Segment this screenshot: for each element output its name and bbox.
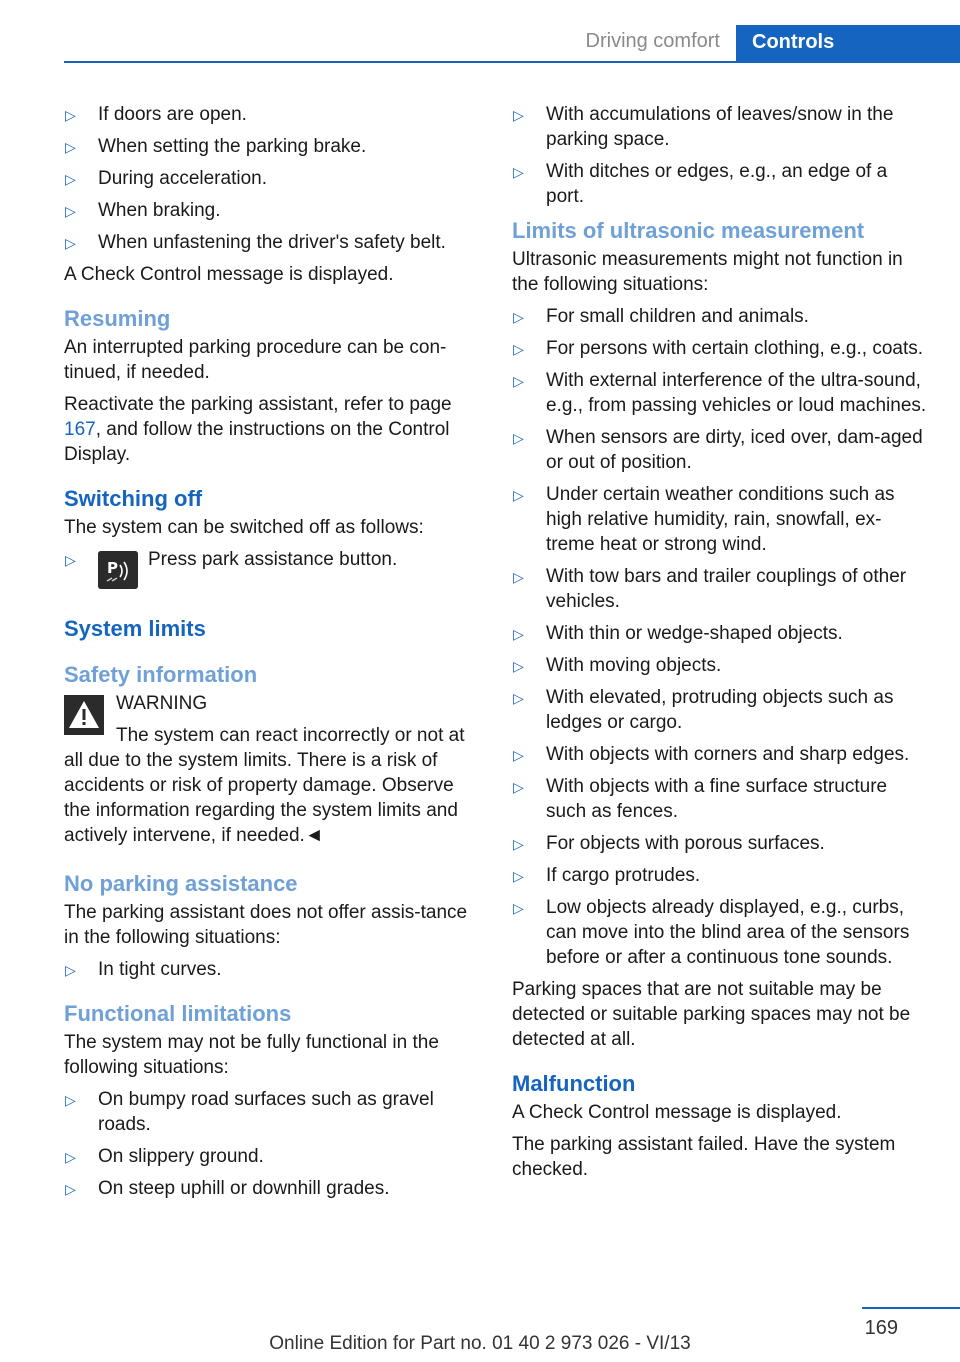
- system-limits-heading: System limits: [64, 616, 206, 641]
- bullet-triangle-icon: ▷: [513, 868, 524, 884]
- bullet-triangle-icon: ▷: [513, 373, 524, 389]
- right-top-list: [512, 102, 930, 209]
- bullet-triangle-icon: ▷: [513, 487, 524, 503]
- no-parking-assistance-heading: No parking assistance: [64, 871, 298, 896]
- ultrasonic-intro: Ultrasonic measurements might not function in the following situations:: [512, 249, 903, 295]
- bullet-triangle-icon: ▷: [65, 203, 76, 219]
- edition-footer: Online Edition for Part no. 01 40 2 973 026 - VI/13: [269, 1333, 691, 1354]
- functional-list: [64, 1087, 478, 1201]
- page-number: 169: [864, 1317, 898, 1339]
- list-item: ▷ With accumulations of leaves/snow in the parking space.: [513, 104, 894, 150]
- right-column: [512, 102, 930, 1189]
- warning-triangle-icon: [64, 695, 104, 735]
- bullet-triangle-icon: ▷: [65, 552, 76, 568]
- malfunction-text: The parking assistant failed. Have the system checked.: [512, 1134, 896, 1180]
- bullet-triangle-icon: ▷: [513, 341, 524, 357]
- list-item: ▷ With ditches or edges, e.g., an edge of a port.: [513, 161, 888, 207]
- list-item: ▷ For persons with certain clothing, e.g., coats.: [512, 336, 930, 361]
- functional-limitations-heading: Functional limitations: [64, 1001, 292, 1026]
- switching-off-intro: The system can be switched off as follows:: [64, 517, 424, 538]
- ultrasonic-outro: Parking spaces that are not suitable may be detected or suitable parking spaces may not be detected at all.: [512, 979, 911, 1050]
- resuming-paragraph: An interrupted parking procedure can be con‐tinued, if needed.: [64, 337, 447, 383]
- malfunction-heading: Malfunction: [512, 1071, 636, 1096]
- list-item: [64, 547, 478, 591]
- svg-text:P: P: [107, 559, 118, 577]
- bullet-triangle-icon: ▷: [513, 107, 524, 123]
- warning-label: WARNING: [116, 693, 208, 714]
- list-item: ▷ In tight curves.: [64, 957, 478, 982]
- page-link[interactable]: 167: [64, 419, 96, 440]
- list-item: ▷ On bumpy road surfaces such as gravel roads.: [65, 1089, 434, 1135]
- list-item: ▷ When setting the parking brake.: [64, 134, 478, 159]
- list-item: ▷ Under certain weather conditions such as high relative humidity, rain, snowfall, ex‐treme heat or strong wind.: [513, 484, 895, 555]
- list-item: ▷ With moving objects.: [512, 653, 930, 678]
- bullet-triangle-icon: ▷: [65, 107, 76, 123]
- bullet-triangle-icon: ▷: [513, 309, 524, 325]
- ultrasonic-limits-heading: Limits of ultrasonic measurement: [512, 218, 865, 243]
- warning-box: [64, 691, 478, 848]
- bullet-triangle-icon: ▷: [513, 690, 524, 706]
- warning-text: The system can react incorrectly or not at all due to the system limits. There is a risk of accidents or risk of property damage. Observe the information regarding the system limits and actively intervene, if needed.◄: [64, 725, 465, 846]
- park-assist-button-icon: [98, 551, 138, 589]
- list-item: ▷ If cargo protrudes.: [512, 863, 930, 888]
- list-item: ▷ With external interference of the ultra‐sound, e.g., from passing vehicles or loud machines.: [513, 370, 927, 416]
- bullet-triangle-icon: ▷: [513, 626, 524, 642]
- header-section-label: Driving comfort: [585, 30, 720, 52]
- list-item: ▷ When sensors are dirty, iced over, dam‐aged or out of position.: [513, 427, 923, 473]
- bullet-triangle-icon: ▷: [513, 658, 524, 674]
- bullet-triangle-icon: ▷: [65, 235, 76, 251]
- bullet-triangle-icon: ▷: [513, 569, 524, 585]
- list-item: ▷ For objects with porous surfaces.: [512, 831, 930, 856]
- list-item: ▷ When braking.: [64, 198, 478, 223]
- switching-off-heading: Switching off: [64, 486, 203, 511]
- ultrasonic-list: [512, 304, 930, 970]
- list-item: ▷ With objects with corners and sharp edges.: [512, 742, 930, 767]
- bullet-triangle-icon: ▷: [65, 1181, 76, 1197]
- check-control-text: A Check Control message is displayed.: [64, 264, 394, 285]
- resuming-reactivate-paragraph: Reactivate the parking assistant, refer to page 167, and follow the instructions on the Control Display.: [64, 394, 452, 465]
- resuming-heading: Resuming: [64, 306, 171, 331]
- list-item: ▷ If doors are open.: [64, 102, 478, 127]
- list-item: ▷ When unfastening the driver's safety belt.: [64, 230, 478, 255]
- list-item: ▷ During acceleration.: [64, 166, 478, 191]
- button-instruction-text: Press park assistance button.: [148, 549, 398, 570]
- no-parking-intro: The parking assistant does not offer assis‐tance in the following situations:: [64, 902, 468, 948]
- list-item: ▷ With elevated, protruding objects such as ledges or cargo.: [513, 687, 894, 733]
- list-item: ▷ For small children and animals.: [512, 304, 930, 329]
- list-item: ▷ With tow bars and trailer couplings of other vehicles.: [513, 566, 907, 612]
- malfunction-check-control-text: A Check Control message is displayed.: [512, 1102, 842, 1123]
- list-item: ▷ Low objects already displayed, e.g., curbs, can move into the blind area of the sensors before or after a continuous tone sounds.: [513, 897, 910, 968]
- header-rule: [64, 61, 960, 63]
- bullet-triangle-icon: ▷: [513, 747, 524, 763]
- functional-intro: The system may not be fully functional in the following situations:: [64, 1032, 439, 1078]
- bullet-triangle-icon: ▷: [513, 900, 524, 916]
- left-column: [64, 102, 478, 1208]
- list-item: ▷ With thin or wedge-shaped objects.: [512, 621, 930, 646]
- bullet-triangle-icon: ▷: [65, 1149, 76, 1165]
- header-chapter-tab: Controls: [736, 25, 960, 62]
- bullet-triangle-icon: ▷: [65, 139, 76, 155]
- bullet-triangle-icon: ▷: [65, 1092, 76, 1108]
- safety-information-heading: Safety information: [64, 662, 258, 687]
- page-header: [0, 0, 960, 62]
- no-parking-list: [64, 957, 478, 982]
- bullet-triangle-icon: ▷: [513, 836, 524, 852]
- list-item: ▷ On steep uphill or downhill grades.: [64, 1176, 478, 1201]
- bullet-triangle-icon: ▷: [65, 962, 76, 978]
- top-bullet-list: [64, 102, 478, 255]
- footer-rule: [862, 1307, 960, 1309]
- bullet-triangle-icon: ▷: [65, 171, 76, 187]
- list-item: ▷ On slippery ground.: [64, 1144, 478, 1169]
- bullet-triangle-icon: ▷: [513, 164, 524, 180]
- bullet-triangle-icon: ▷: [513, 779, 524, 795]
- bullet-triangle-icon: ▷: [513, 430, 524, 446]
- list-item: ▷ With objects with a fine surface structure such as fences.: [513, 776, 888, 822]
